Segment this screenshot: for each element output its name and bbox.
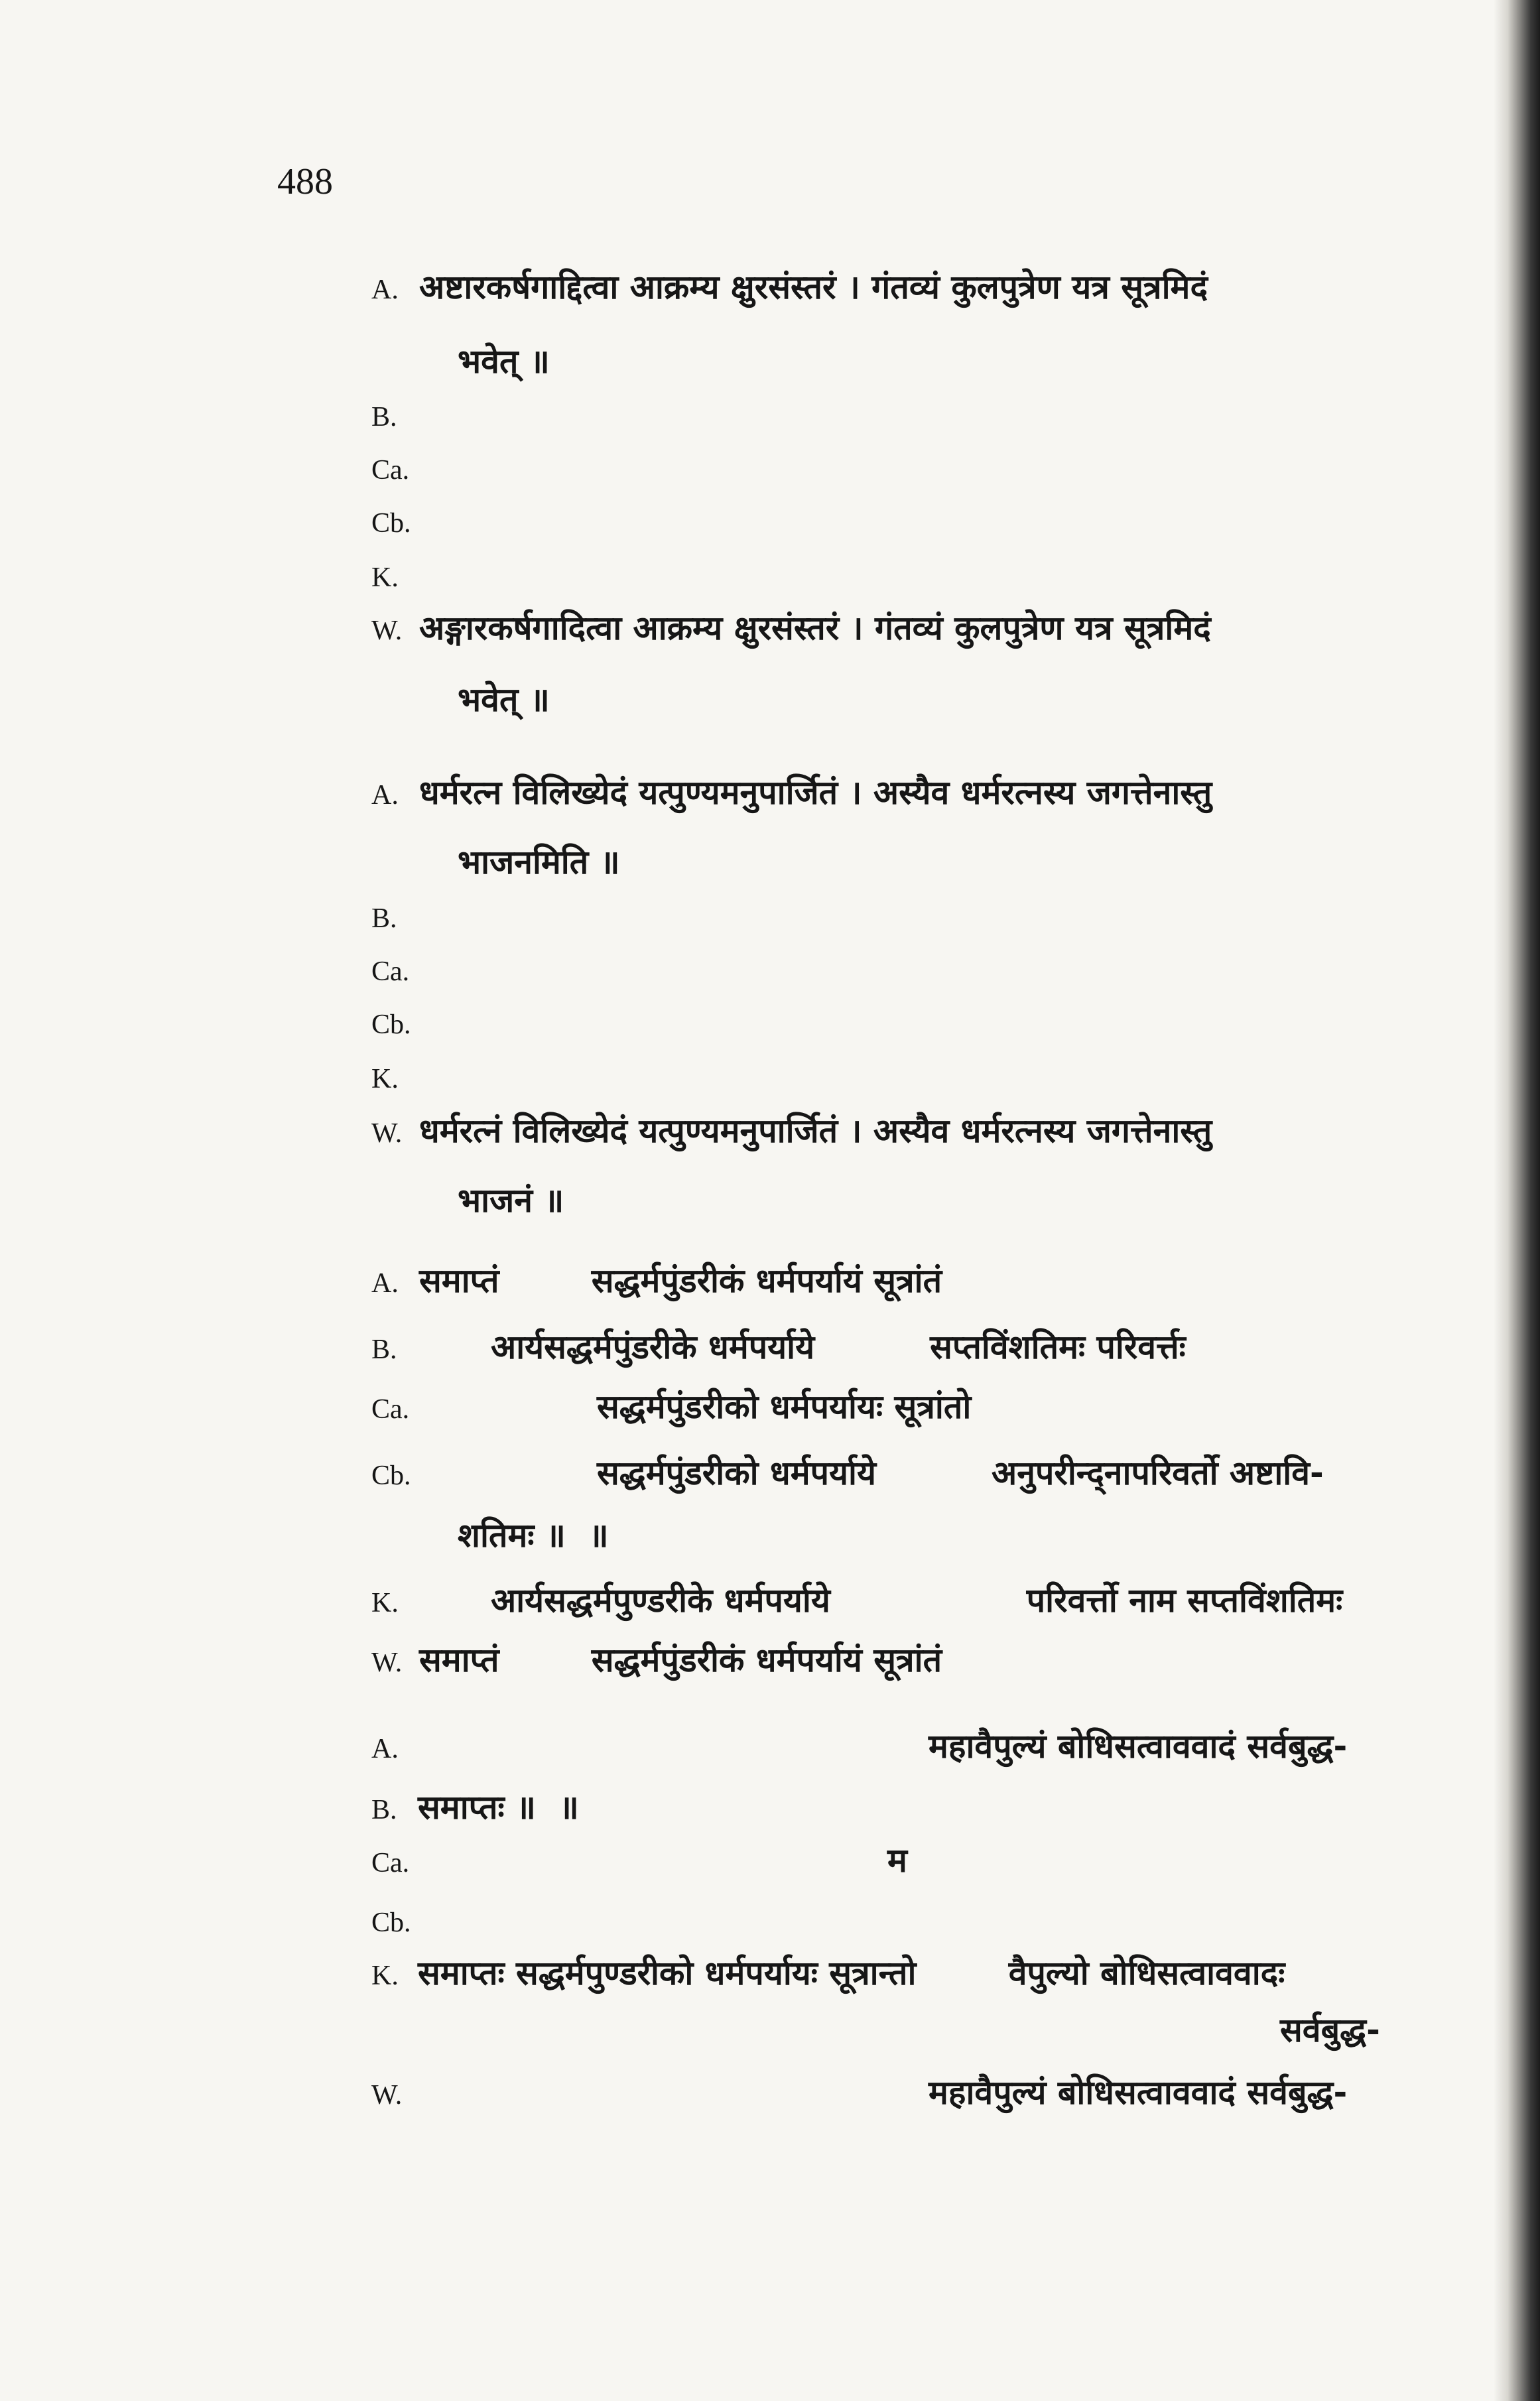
line-siglum: K.	[371, 562, 399, 593]
line-siglum: K.	[371, 1588, 399, 1618]
line-text: अष्टारकर्षगाद्दित्वा आक्रम्य क्षुरसंस्तरं । गंतव्यं कुलपुत्रेण यत्र सूत्रमिदं	[419, 268, 1208, 306]
line-siglum: B.	[371, 1795, 397, 1825]
line-siglum: Ca.	[371, 1394, 410, 1425]
line-text: समाप्तं सद्धर्मपुंडरीकं धर्मपर्यायं सूत्रांतं	[419, 1262, 942, 1300]
line-siglum: Cb.	[371, 1009, 411, 1040]
line-siglum: W.	[371, 616, 403, 646]
line-siglum: W.	[371, 1648, 403, 1678]
line-siglum: W.	[371, 1118, 403, 1149]
line-siglum: Ca.	[371, 1848, 410, 1878]
line-text: समाप्तः ॥ ॥	[418, 1788, 579, 1827]
line-text: शतिमः ॥ ॥	[458, 1516, 609, 1555]
line-text: अङ्गारकर्षगादित्वा आक्रम्य क्षुरसंस्तरं । गंतव्यं कुलपुत्रेण यत्र सूत्रमिदं	[419, 609, 1211, 647]
line-text: समाप्तं सद्धर्मपुंडरीकं धर्मपर्यायं सूत्रांतं	[419, 1641, 942, 1679]
page-binding-edge	[1494, 0, 1540, 2401]
line-siglum: B.	[371, 903, 397, 934]
line-siglum: A.	[371, 1268, 399, 1299]
line-text: सद्धर्मपुंडरीको धर्मपर्याये अनुपरीन्द्नापरिवर्तो अष्टावि-	[597, 1454, 1324, 1492]
line-text: सर्वबुद्ध-	[1280, 2011, 1380, 2049]
line-siglum: A.	[371, 275, 399, 305]
line-siglum: K.	[371, 1064, 399, 1094]
line-text: महावैपुल्यं बोधिसत्वाववादं सर्वबुद्ध-	[929, 1727, 1348, 1766]
line-siglum: Cb.	[371, 1908, 411, 1938]
line-text: सद्धर्मपुंडरीको धर्मपर्यायः सूत्रांतो	[597, 1388, 972, 1426]
line-siglum: A.	[371, 780, 399, 811]
line-text: भवेत् ॥	[458, 342, 550, 381]
line-text: आर्यसद्धर्मपुण्डरीके धर्मपर्याये परिवर्त्तो नाम सप्तविंशतिमः	[491, 1581, 1343, 1620]
line-text: म	[887, 1841, 907, 1880]
line-text: धर्मरत्नं विलिख्येदं यत्पुण्यमनुपार्जितं । अस्यैव धर्मरत्नस्य जगत्तेनास्तु	[419, 1112, 1212, 1150]
line-text: धर्मरत्न विलिख्येदं यत्पुण्यमनुपार्जितं । अस्यैव धर्मरत्नस्य जगत्तेनास्तु	[419, 773, 1212, 812]
line-text: आर्यसद्धर्मपुंडरीके धर्मपर्याये सप्तविंशतिमः परिवर्त्तः	[491, 1328, 1186, 1366]
line-text: महावैपुल्यं बोधिसत्वाववादं सर्वबुद्ध-	[929, 2073, 1348, 2112]
page-number: 488	[277, 161, 333, 202]
line-siglum: K.	[371, 1961, 399, 1991]
line-siglum: W.	[371, 2080, 403, 2110]
line-siglum: Ca.	[371, 956, 410, 987]
line-siglum: Cb.	[371, 1460, 411, 1491]
line-siglum: B.	[371, 1334, 397, 1365]
line-siglum: B.	[371, 402, 397, 432]
line-siglum: A.	[371, 1734, 399, 1764]
line-siglum: Ca.	[371, 455, 410, 486]
line-text: समाप्तः सद्धर्मपुण्डरीको धर्मपर्यायः सूत्रान्तो वैपुल्यो बोधिसत्वाववादः	[418, 1954, 1285, 1992]
line-text: भाजनं ॥	[458, 1181, 564, 1220]
line-text: भाजनमिति ॥	[458, 843, 620, 881]
line-text: भवेत् ॥	[458, 681, 550, 719]
line-siglum: Cb.	[371, 508, 411, 539]
